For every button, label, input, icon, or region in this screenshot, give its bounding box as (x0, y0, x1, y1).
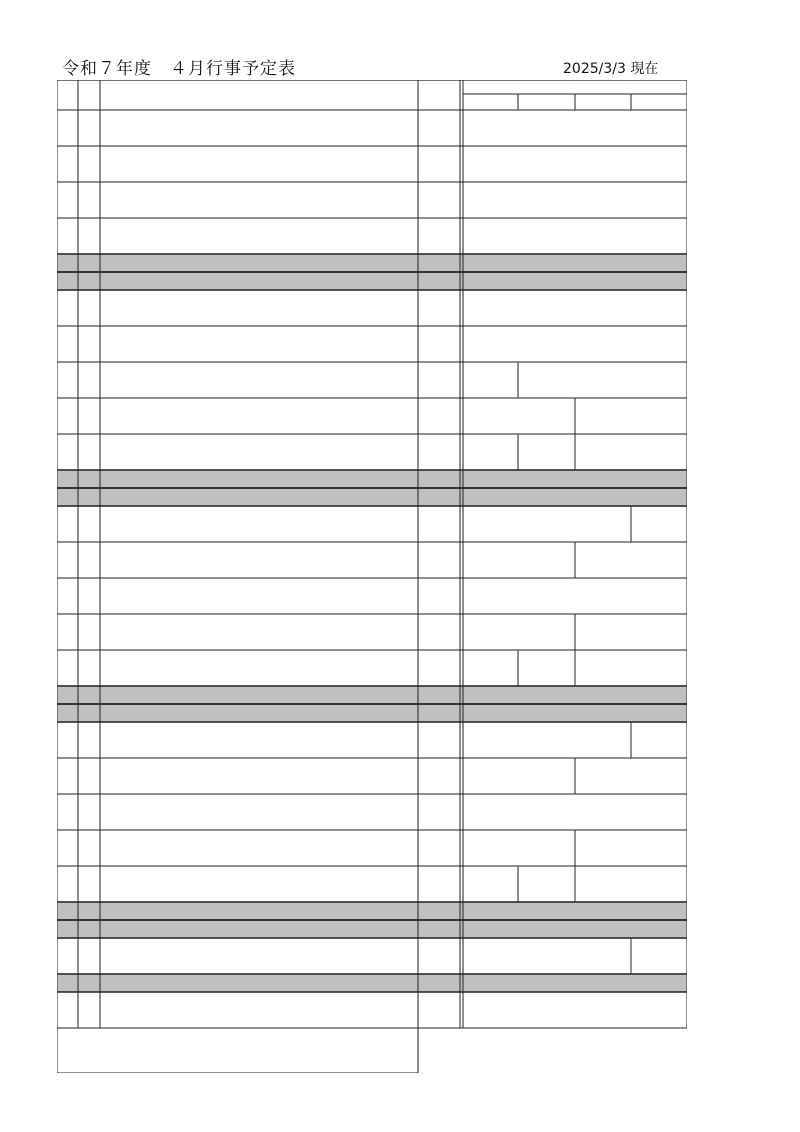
day-number (57, 992, 78, 1028)
day-number (57, 614, 78, 650)
dismissal-time (575, 542, 687, 578)
dismissal-time (463, 758, 575, 794)
lunch-mark (418, 614, 459, 650)
day-number (57, 470, 78, 488)
page-title: 令和７年度 ４月行事予定表 (62, 59, 296, 79)
dismissal-time (518, 650, 575, 686)
event-cell (100, 992, 421, 1028)
event-cell (100, 974, 421, 992)
weekday (78, 110, 100, 146)
lunch-mark (418, 866, 459, 902)
day-number (57, 920, 78, 938)
day-number (57, 362, 78, 398)
event-cell (100, 362, 421, 398)
column-header-weekday (78, 80, 100, 110)
weekday (78, 758, 100, 794)
weekday (78, 218, 100, 254)
day-number (57, 902, 78, 920)
dismissal-time (463, 866, 518, 902)
day-number (57, 794, 78, 830)
dismissal-time (463, 506, 631, 542)
weekday (78, 794, 100, 830)
dismissal-time (463, 938, 631, 974)
weekday (78, 506, 100, 542)
dismissal-time (575, 650, 687, 686)
day-number (57, 758, 78, 794)
holiday-row-shade (57, 902, 687, 920)
holiday-row-shade (57, 254, 687, 272)
event-cell (100, 326, 421, 362)
weekday (78, 902, 100, 920)
dismissal-time (463, 992, 687, 1028)
dismissal-time (575, 398, 687, 434)
weekday (78, 470, 100, 488)
weekday (78, 290, 100, 326)
holiday-row-shade (57, 704, 687, 722)
event-cell (100, 434, 421, 470)
event-cell (100, 398, 421, 434)
column-header-dismissal (463, 80, 687, 94)
weekday (78, 704, 100, 722)
weekday (78, 722, 100, 758)
lunch-mark (418, 398, 459, 434)
dismissal-time (463, 650, 518, 686)
weekday (78, 992, 100, 1028)
dismissal-time (463, 722, 631, 758)
column-header-grade (518, 94, 575, 110)
lunch-mark (418, 722, 459, 758)
weekday (78, 920, 100, 938)
weekday (78, 362, 100, 398)
dismissal-time (575, 830, 687, 866)
day-number (57, 704, 78, 722)
day-number (57, 722, 78, 758)
dismissal-time (518, 434, 575, 470)
schedule-table (57, 80, 687, 1073)
dismissal-time (463, 614, 575, 650)
dismissal-time (463, 542, 575, 578)
day-number (57, 578, 78, 614)
lunch-mark (418, 542, 459, 578)
dismissal-time (631, 938, 687, 974)
holiday-row-shade (57, 686, 687, 704)
weekday (78, 326, 100, 362)
dismissal-time (575, 758, 687, 794)
lunch-mark (418, 830, 459, 866)
dismissal-time (463, 794, 687, 830)
column-header-day (57, 80, 78, 110)
dismissal-time (631, 722, 687, 758)
weekday (78, 182, 100, 218)
weekday (78, 866, 100, 902)
weekday (78, 272, 100, 290)
dismissal-time (463, 830, 575, 866)
day-number (57, 650, 78, 686)
column-header-lunch (418, 80, 459, 110)
dismissal-time (463, 578, 687, 614)
dismissal-time (575, 866, 687, 902)
weekday (78, 398, 100, 434)
day-number (57, 866, 78, 902)
lunch-mark (418, 362, 459, 398)
dismissal-time (575, 614, 687, 650)
dismissal-time (575, 434, 687, 470)
weekday (78, 938, 100, 974)
day-number (57, 326, 78, 362)
day-number (57, 110, 78, 146)
day-number (57, 974, 78, 992)
as-of-date: 2025/3/3 現在 (563, 61, 659, 77)
lunch-mark (418, 938, 459, 974)
dismissal-time (518, 866, 575, 902)
weekday (78, 578, 100, 614)
day-number (57, 830, 78, 866)
column-header-grade (575, 94, 631, 110)
event-cell (100, 830, 421, 866)
weekday (78, 686, 100, 704)
day-number (57, 938, 78, 974)
day-number (57, 398, 78, 434)
lunch-mark (418, 794, 459, 830)
weekday (78, 830, 100, 866)
lunch-mark (418, 506, 459, 542)
dismissal-time (518, 362, 687, 398)
holiday-row-shade (57, 920, 687, 938)
weekday (78, 254, 100, 272)
day-number (57, 290, 78, 326)
dismissal-time (463, 362, 518, 398)
lunch-mark (418, 578, 459, 614)
day-number (57, 542, 78, 578)
dismissal-time (631, 506, 687, 542)
lunch-mark (418, 434, 459, 470)
school-days-note (61, 1028, 414, 1073)
dismissal-time (463, 434, 518, 470)
weekday (78, 974, 100, 992)
weekday (78, 650, 100, 686)
day-number (57, 254, 78, 272)
day-number (57, 434, 78, 470)
weekday (78, 614, 100, 650)
dismissal-time (463, 398, 575, 434)
lunch-mark (418, 758, 459, 794)
lunch-mark (418, 992, 459, 1028)
holiday-row-shade (57, 272, 687, 290)
day-number (57, 182, 78, 218)
event-cell (100, 542, 421, 578)
column-header-grade (631, 94, 687, 110)
weekday (78, 146, 100, 182)
holiday-row-shade (57, 470, 687, 488)
column-header-events (100, 80, 418, 110)
day-number (57, 488, 78, 506)
day-number (57, 218, 78, 254)
day-number (57, 686, 78, 704)
column-header-grade (463, 94, 518, 110)
event-cell (100, 650, 421, 686)
day-number (57, 146, 78, 182)
lunch-mark (418, 650, 459, 686)
event-cell (100, 506, 421, 542)
event-cell (100, 614, 421, 650)
day-number (57, 506, 78, 542)
weekday (78, 488, 100, 506)
weekday (78, 542, 100, 578)
day-number (57, 272, 78, 290)
holiday-row-shade (57, 488, 687, 506)
weekday (78, 434, 100, 470)
